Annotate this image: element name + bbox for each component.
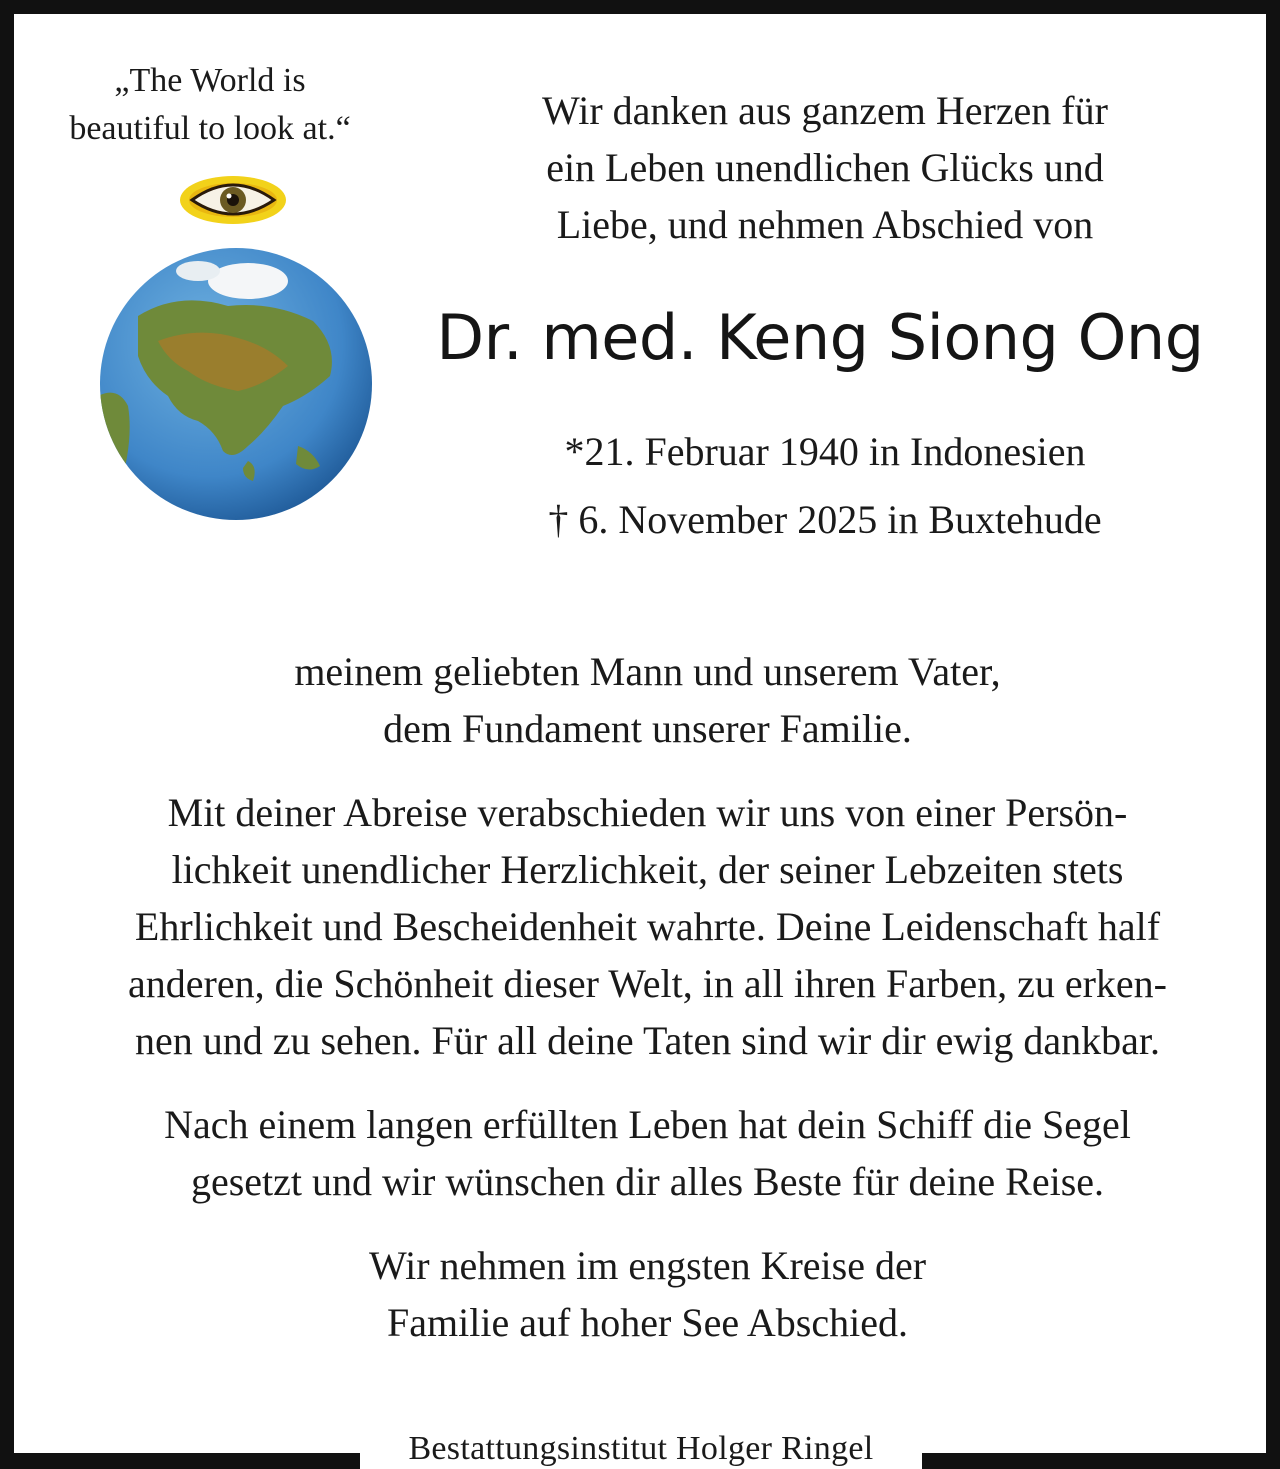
birth-date: *21. Februar 1940 in Indonesien xyxy=(564,429,1086,474)
paragraph-line: nen und zu sehen. Für all deine Taten sind wir dir ewig dankbar. xyxy=(134,1018,1161,1063)
intro-line: ein Leben unendlichen Glücks und xyxy=(546,145,1104,190)
deceased-name: Dr. med. Keng Siong Ong xyxy=(436,301,1204,374)
globe-icon xyxy=(98,246,374,522)
paragraph-line: dem Fundament unserer Familie. xyxy=(383,706,912,751)
paragraph-line: meinem geliebten Mann und unserem Vater, xyxy=(294,649,1001,694)
intro-text xyxy=(440,82,1210,253)
paragraph-line: lichkeit unendlicher Herzlichkeit, der seiner Lebzeiten stets xyxy=(171,847,1124,892)
paragraph-line: Wir nehmen im engsten Kreise der xyxy=(368,1243,927,1288)
eye-icon xyxy=(178,174,288,226)
paragraph-line: gesetzt und wir wünschen dir alles Beste für deine Reise. xyxy=(190,1159,1105,1204)
intro-line: Wir danken aus ganzem Herzen für xyxy=(542,88,1108,133)
paragraph-line: Mit deiner Abreise verabschieden wir uns von einer Persön- xyxy=(167,790,1128,835)
quote-line: „The World is xyxy=(114,62,306,99)
bottom-border-left xyxy=(0,1453,360,1469)
body-text xyxy=(50,643,1245,1378)
funeral-home-name: Bestattungsinstitut Holger Ringel xyxy=(408,1430,874,1467)
death-date: † 6. November 2025 in Buxtehude xyxy=(548,497,1102,542)
paragraph-line: anderen, die Schönheit dieser Welt, in all ihren Farben, zu erken- xyxy=(127,961,1167,1006)
paragraph-line: Ehrlichkeit und Bescheidenheit wahrte. Deine Leidenschaft half xyxy=(134,904,1161,949)
life-dates xyxy=(440,418,1210,554)
quote xyxy=(45,57,375,153)
paragraph xyxy=(50,1096,1245,1210)
intro-line: Liebe, und nehmen Abschied von xyxy=(556,202,1094,247)
paragraph xyxy=(50,784,1245,1069)
bottom-border-right xyxy=(922,1453,1280,1469)
paragraph-line: Nach einem langen erfüllten Leben hat dein Schiff die Segel xyxy=(164,1102,1131,1147)
paragraph-line: Familie auf hoher See Abschied. xyxy=(387,1300,908,1345)
quote-line: beautiful to look at.“ xyxy=(69,110,351,147)
paragraph xyxy=(50,1237,1245,1351)
paragraph xyxy=(50,643,1245,757)
